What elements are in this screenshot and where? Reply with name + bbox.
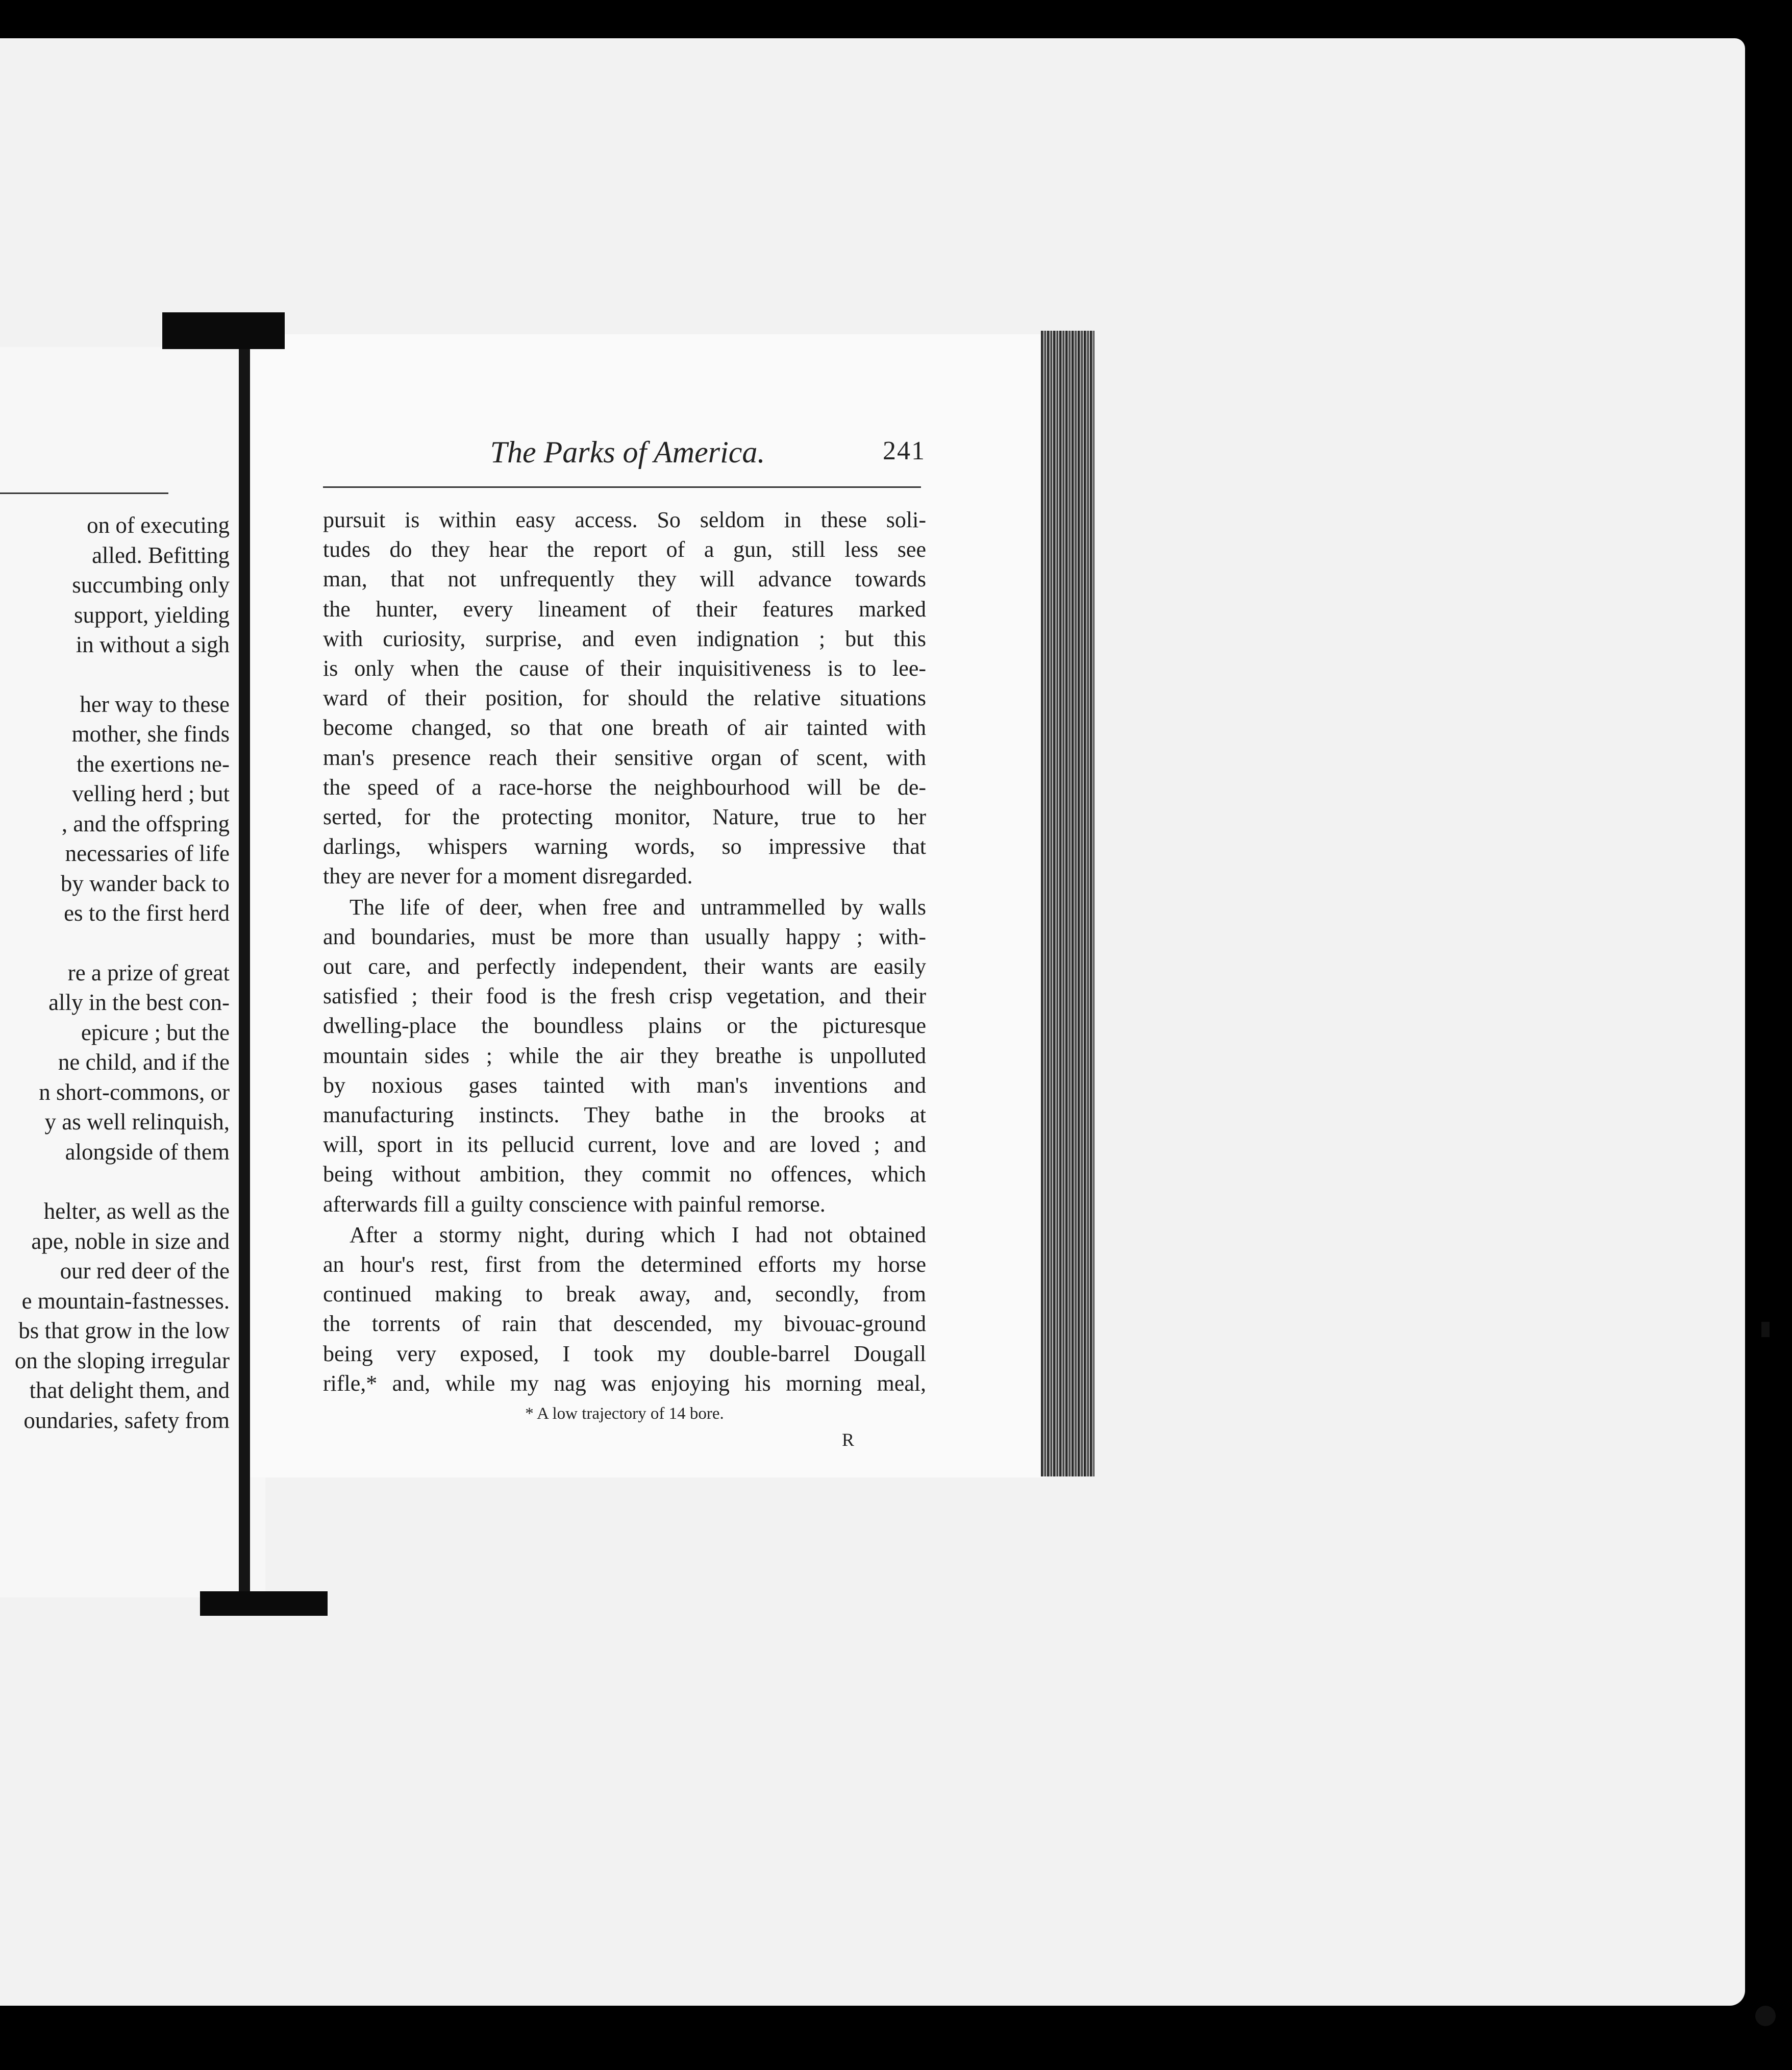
body-line: out care, and perfectly independent, their wants are easily <box>323 954 926 979</box>
left-page-line: by wander back to <box>60 870 230 896</box>
body-line: the speed of a race-horse the neighbourhood will be de- <box>323 774 926 800</box>
running-head: The Parks of America. <box>490 435 765 469</box>
body-line: man, that not unfrequently they will advance towards <box>323 566 926 592</box>
page-fore-edge <box>1041 331 1094 1476</box>
left-page-line: ally in the best con- <box>48 990 230 1015</box>
bottom-clamp <box>200 1591 328 1616</box>
left-page-line: es to the first herd <box>64 900 230 926</box>
left-page-line: ape, noble in size and <box>31 1228 230 1254</box>
film-edge-mark <box>1761 1322 1770 1337</box>
body-line: continued making to break away, and, secondly, from <box>323 1282 926 1307</box>
left-page-line: e mountain-fastnesses. <box>21 1288 230 1314</box>
left-page-line: support, yielding <box>74 602 230 628</box>
left-page-line: in without a sigh <box>76 632 230 657</box>
body-line: man's presence reach their sensitive organ of scent, with <box>323 745 926 770</box>
body-line: they are never for a moment disregarded. <box>323 864 693 889</box>
body-text <box>323 505 926 1398</box>
left-page-text <box>0 510 230 1435</box>
body-line: manufacturing instincts. They bathe in the brooks at <box>323 1102 926 1128</box>
left-page-line: epicure ; but the <box>81 1019 230 1045</box>
film-edge-mark <box>1755 2006 1776 2026</box>
left-page-head-rule <box>0 492 168 494</box>
book-gutter <box>239 347 250 1597</box>
body-line: is only when the cause of their inquisitiveness is to lee- <box>323 656 926 681</box>
left-page-line: alongside of them <box>65 1139 230 1165</box>
body-line: pursuit is within easy access. So seldom in these soli- <box>323 507 926 532</box>
body-line: rifle,* and, while my nag was enjoying his morning meal, <box>323 1370 926 1396</box>
body-line: being without ambition, they commit no offences, which <box>323 1162 926 1187</box>
footnote: * A low trajectory of 14 bore. <box>525 1404 724 1423</box>
left-page-line: oundaries, safety from <box>23 1407 230 1433</box>
body-line: darlings, whispers warning words, so impressive that <box>323 834 926 859</box>
left-page-line: on of executing <box>87 512 230 538</box>
body-line: mountain sides ; while the air they breathe is unpolluted <box>323 1043 926 1068</box>
paragraph-gap <box>0 1167 230 1196</box>
left-page-line: necessaries of life <box>65 841 230 866</box>
body-line: afterwards fill a guilty conscience with painful remorse. <box>323 1191 826 1217</box>
left-page-line: that delight them, and <box>29 1377 230 1403</box>
paragraph-gap <box>0 660 230 689</box>
left-page-line: succumbing only <box>72 572 230 598</box>
body-line: dwelling-place the boundless plains or the picturesque <box>323 1013 926 1039</box>
body-line: by noxious gases tainted with man's inventions and <box>323 1072 926 1098</box>
body-line: with curiosity, surprise, and even indignation ; but this <box>323 626 926 651</box>
left-page-line: on the sloping irregular <box>14 1347 230 1373</box>
left-page-line: , and the offspring <box>61 810 230 836</box>
body-line: The life of deer, when free and untrammelled by walls <box>350 894 926 920</box>
signature-mark: R <box>842 1430 855 1450</box>
left-page-line: alled. Befitting <box>92 542 230 568</box>
left-page-line: bs that grow in the low <box>18 1318 230 1343</box>
body-line: being very exposed, I took my double-barrel Dougall <box>323 1341 926 1366</box>
left-page-line: mother, she finds <box>71 721 230 747</box>
body-line: the torrents of rain that descended, my bivouac-ground <box>323 1311 926 1337</box>
body-line: After a stormy night, during which I had not obtained <box>350 1222 926 1247</box>
body-line: tudes do they hear the report of a gun, still less see <box>323 537 926 562</box>
left-page-line: the exertions ne- <box>77 751 230 777</box>
left-page-line: re a prize of great <box>67 959 230 985</box>
left-page-line: helter, as well as the <box>43 1198 230 1224</box>
body-line: and boundaries, must be more than usually happy ; with- <box>323 924 926 949</box>
top-clamp <box>162 312 285 349</box>
body-line: satisfied ; their food is the fresh crisp vegetation, and their <box>323 983 926 1009</box>
left-page-line: her way to these <box>80 691 230 717</box>
left-page-line: our red deer of the <box>60 1258 230 1284</box>
left-page-line: ne child, and if the <box>58 1049 230 1075</box>
left-page-line: velling herd ; but <box>72 781 230 806</box>
body-line: will, sport in its pellucid current, love and are loved ; and <box>323 1132 926 1157</box>
body-line: ward of their position, for should the relative situations <box>323 685 926 711</box>
body-line: an hour's rest, first from the determined efforts my horse <box>323 1252 926 1277</box>
paragraph-gap <box>0 928 230 958</box>
page-number: 241 <box>883 436 926 465</box>
body-line: the hunter, every lineament of their features marked <box>323 596 926 622</box>
head-rule <box>323 486 921 488</box>
left-page-line: y as well relinquish, <box>44 1109 230 1135</box>
left-page-line: n short-commons, or <box>39 1079 230 1105</box>
body-line: serted, for the protecting monitor, Nature, true to her <box>323 804 926 830</box>
body-line: become changed, so that one breath of air tainted with <box>323 715 926 741</box>
